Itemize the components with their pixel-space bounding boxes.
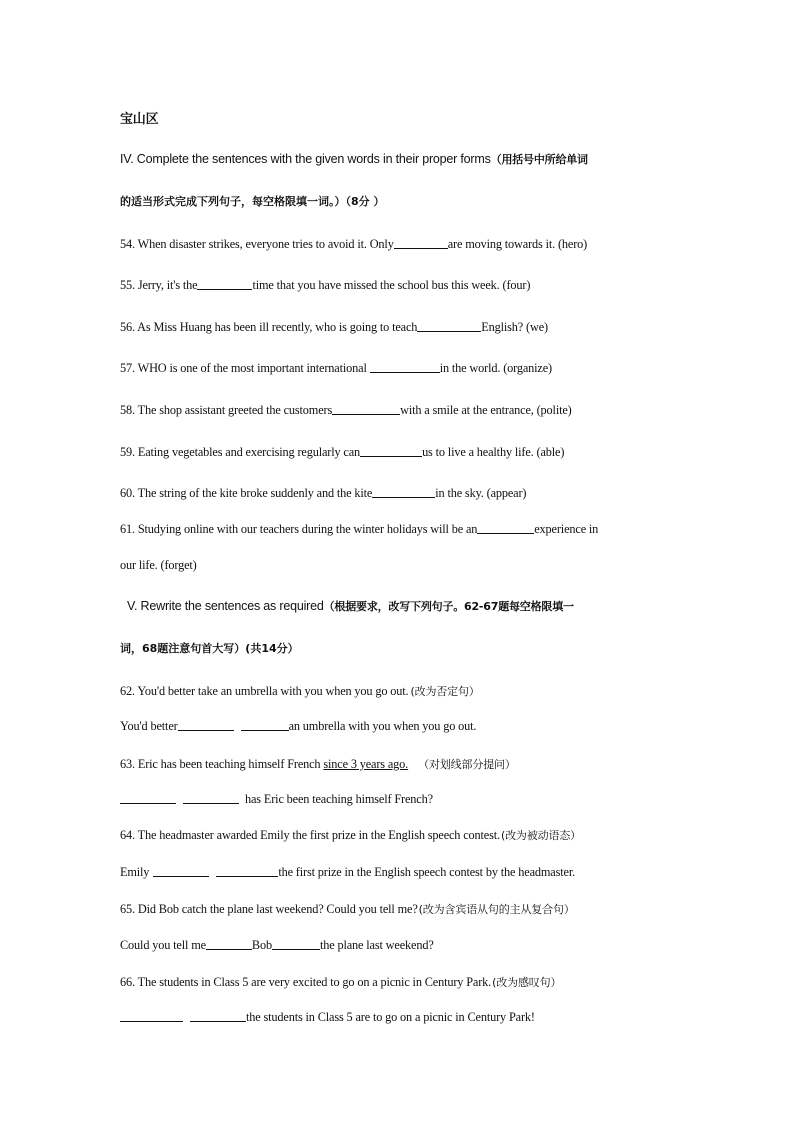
answer-blank[interactable] [216,864,278,877]
question-65: 65. Did Bob catch the plane last weekend? Could you tell me?(改为含宾语从句的主从复合句） [120,902,575,916]
answer-blank[interactable] [394,236,448,249]
question-58: 58. The shop assistant greeted the customers with a smile at the entrance, (polite) [120,403,572,417]
question-64: 64. The headmaster awarded Emily the first prize in the English speech contest.(改为被动语态） [120,828,582,842]
answer-blank[interactable] [153,864,209,877]
section-v-title-line2: 词，68题注意句首大写）(共14分） [120,642,299,655]
answer-blank[interactable] [197,277,252,290]
answer-blank[interactable] [360,444,422,457]
question-62: 62. You'd better take an umbrella with you when you go out. (改为否定句） [120,684,480,698]
answer-blank[interactable] [372,485,435,498]
question-56: 56. As Miss Huang has been ill recently, who is going to teach English? (we) [120,320,548,334]
answer-blank[interactable] [120,791,176,804]
question-63: 63. Eric has been teaching himself French since 3 years ago. （对划线部分提问） [120,757,516,771]
question-57: 57. WHO is one of the most important international in the world. (organize) [120,361,552,375]
question-59: 59. Eating vegetables and exercising regularly can us to live a healthy life. (able) [120,445,565,459]
answer-blank[interactable] [332,402,400,415]
district-heading: 宝山区 [120,111,159,126]
answer-blank[interactable] [190,1009,246,1022]
answer-blank[interactable] [120,1009,183,1022]
answer-63: has Eric been teaching himself French? [120,791,433,807]
section-iv-title-line1: IV. Complete the sentences with the given words in their proper forms（用括号中所给单词 [120,152,588,166]
answer-66: the students in Class 5 are to go on a picnic in Century Park! [120,1009,535,1025]
answer-blank[interactable] [241,718,289,731]
question-54: 54. When disaster strikes, everyone tries to avoid it. Only are moving towards it. (hero) [120,237,588,251]
question-55: 55. Jerry, it's the time that you have missed the school bus this week. (four) [120,278,531,292]
answer-blank[interactable] [417,319,481,332]
answer-65: Could you tell me Bob the plane last weekend? [120,938,434,952]
answer-blank[interactable] [183,791,239,804]
question-61-continued: our life. (forget) [120,558,197,572]
answer-blank[interactable] [477,521,534,534]
answer-blank[interactable] [370,360,440,373]
answer-62: You'd better an umbrella with you when you go out. [120,719,477,733]
section-iv-title-line2: 的适当形式完成下列句子，每空格限填一词。）（8分 ） [120,195,385,208]
section-v-title-line1: V. Rewrite the sentences as required（根据要求，改写下列句子。62-67题每空格限填一 [127,599,574,613]
answer-blank[interactable] [206,937,252,950]
underlined-phrase: since 3 years ago. [323,757,409,771]
question-60: 60. The string of the kite broke suddenly and the kite in the sky. (appear) [120,486,527,500]
question-61: 61. Studying online with our teachers during the winter holidays will be an experience in [120,522,599,536]
answer-64: Emily the first prize in the English speech contest by the headmaster. [120,865,576,879]
answer-blank[interactable] [272,937,320,950]
question-66: 66. The students in Class 5 are very excited to go on a picnic in Century Park.(改为感叹句） [120,975,562,989]
answer-blank[interactable] [178,718,234,731]
